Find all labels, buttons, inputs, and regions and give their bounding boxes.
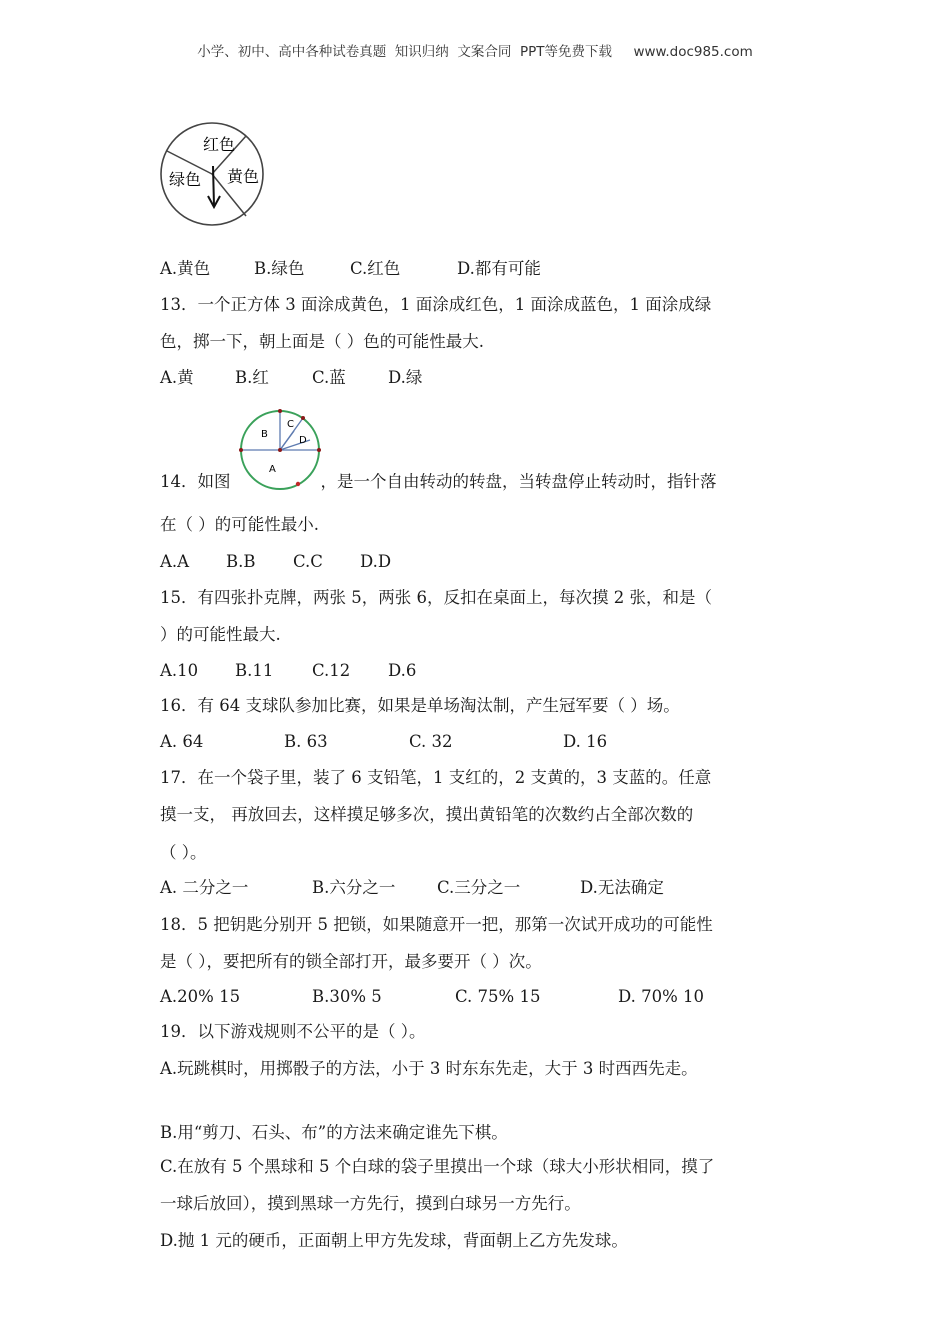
q15-text-line1: 15．有四张扑克牌，两张 5，两张 6，反扣在桌面上，每次摸 2 张，和是（ <box>160 588 712 607</box>
q14-option-a[interactable]: A.A <box>160 552 190 571</box>
q12-options <box>160 258 800 280</box>
q16-text-line1: 16．有 64 支球队参加比赛，如果是单场淘汰制，产生冠军要（ ）场。 <box>160 696 680 715</box>
q18-options <box>160 986 800 1008</box>
spinner-label-green: 绿色 <box>169 170 202 189</box>
q14-prefix: 14．如图 <box>160 472 231 491</box>
q14-suffix: ，是一个自由转动的转盘，当转盘停止转动时，指针落 <box>320 472 717 491</box>
q19-option-a[interactable]: A.玩跳棋时，用掷骰子的方法，小于 3 时东东先走，大于 3 时西西先走。 <box>160 1059 698 1078</box>
q17-options <box>160 877 800 899</box>
q12-option-d[interactable]: D.都有可能 <box>457 259 541 278</box>
q19-option-c-line2[interactable]: 一球后放回），摸到黑球一方先行，摸到白球另一方先行。 <box>160 1194 581 1213</box>
q14-option-b[interactable]: B.B <box>226 552 256 571</box>
spinner-label-yellow: 黄色 <box>227 167 260 186</box>
q17-text-line2: 摸一支， 再放回去，这样摸足够多次，摸出黄铅笔的次数约占全部次数的 <box>160 805 694 824</box>
q15-option-b[interactable]: B.11 <box>235 661 274 680</box>
q14-option-c[interactable]: C.C <box>293 552 323 571</box>
q19-text-line1: 19．以下游戏规则不公平的是（ ）。 <box>160 1022 426 1041</box>
color-spinner-diagram <box>158 120 270 232</box>
q15-option-d[interactable]: D.6 <box>388 661 417 680</box>
q18-text-line1: 18．5 把钥匙分别开 5 把锁，如果随意开一把，那第一次试开成功的可能性 <box>160 915 713 934</box>
q16-option-d[interactable]: D. 16 <box>563 732 608 751</box>
q13-text-line1: 13．一个正方体 3 面涂成黄色，1 面涂成红色，1 面涂成蓝色，1 面涂成绿 <box>160 295 712 314</box>
spinner-label-c: C <box>287 419 294 430</box>
q12-option-a[interactable]: A.黄色 <box>160 259 211 278</box>
q14-options <box>160 551 800 573</box>
q15-option-c[interactable]: C.12 <box>312 661 351 680</box>
q17-option-a[interactable]: A. 二分之一 <box>160 878 249 897</box>
q18-option-d[interactable]: D. 70% 10 <box>618 987 705 1006</box>
q15-option-a[interactable]: A.10 <box>160 661 199 680</box>
q13-option-c[interactable]: C.蓝 <box>312 368 346 387</box>
q16-option-a[interactable]: A. 64 <box>160 732 204 751</box>
q17-option-c[interactable]: C.三分之一 <box>437 878 521 897</box>
q18-option-a[interactable]: A.20% 15 <box>160 987 241 1006</box>
q16-option-b[interactable]: B. 63 <box>284 732 328 751</box>
spinner-label-a: A <box>269 464 276 475</box>
q16-options <box>160 731 800 753</box>
q18-option-c[interactable]: C. 75% 15 <box>455 987 541 1006</box>
spinner-label-red: 红色 <box>203 135 236 154</box>
q17-option-b[interactable]: B.六分之一 <box>312 878 396 897</box>
q17-option-d[interactable]: D.无法确定 <box>580 878 664 897</box>
q14-text-line2: 在（ ）的可能性最小. <box>160 515 319 534</box>
q15-text-line2: ）的可能性最大. <box>160 625 281 644</box>
q17-text-line3: （ ）。 <box>160 843 207 862</box>
q19-option-c-line1[interactable]: C.在放有 5 个黑球和 5 个白球的袋子里摸出一个球（球大小形状相同，摸了 <box>160 1157 715 1176</box>
q19-option-d[interactable]: D.抛 1 元的硬币，正面朝上甲方先发球，背面朝上乙方先发球。 <box>160 1231 628 1250</box>
spinner-label-d: D <box>299 435 307 446</box>
q12-option-b[interactable]: B.绿色 <box>254 259 305 278</box>
page-header: 小学、初中、高中各种试卷真题 知识归纳 文案合同 PPT等免费下载 www.doc985.com <box>197 44 753 60</box>
q14-text-line1 <box>160 471 800 493</box>
q18-text-line2: 是（ ），要把所有的锁全部打开，最多要开（ ）次。 <box>160 952 542 971</box>
q18-option-b[interactable]: B.30% 5 <box>312 987 382 1006</box>
q13-option-b[interactable]: B.红 <box>235 368 269 387</box>
q13-text-line2: 色，掷一下，朝上面是（ ）色的可能性最大. <box>160 332 484 351</box>
q12-option-c[interactable]: C.红色 <box>350 259 401 278</box>
q13-options <box>160 367 800 389</box>
q19-option-b[interactable]: B.用“剪刀、石头、布”的方法来确定谁先下棋。 <box>160 1123 508 1142</box>
spinner-label-b: B <box>261 429 268 440</box>
q14-option-d[interactable]: D.D <box>360 552 392 571</box>
q17-text-line1: 17．在一个袋子里，装了 6 支铅笔，1 支红的，2 支黄的，3 支蓝的。任意 <box>160 768 712 787</box>
q16-option-c[interactable]: C. 32 <box>409 732 453 751</box>
q13-option-d[interactable]: D.绿 <box>388 368 423 387</box>
q13-option-a[interactable]: A.黄 <box>160 368 194 387</box>
q15-options <box>160 660 800 682</box>
